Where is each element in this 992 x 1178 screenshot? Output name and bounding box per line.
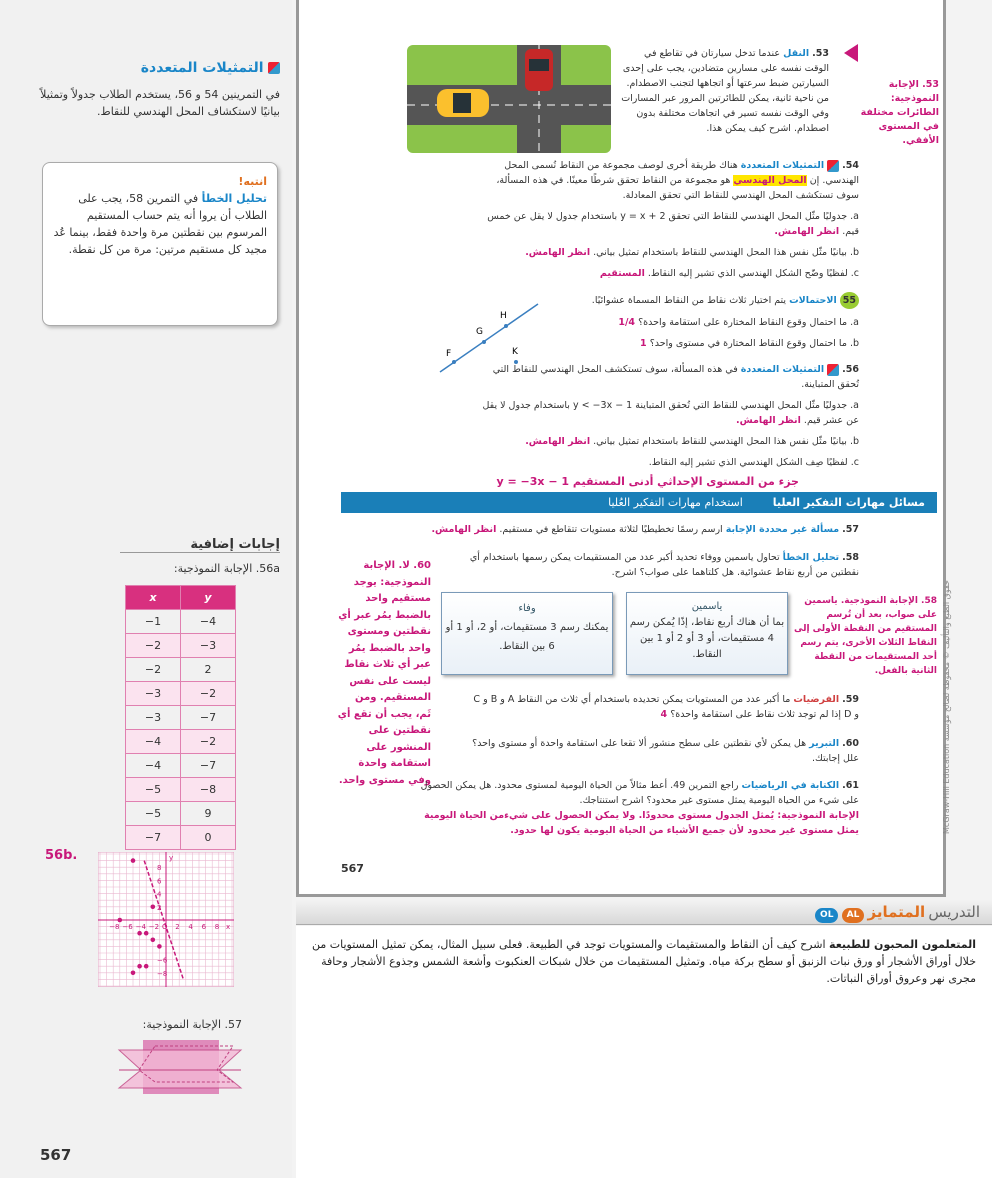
answer-56b-label: 56b.	[45, 848, 78, 863]
multi-rep-heading: التمثيلات المتعددة	[10, 60, 280, 76]
table-row	[126, 706, 236, 730]
point-h-label: H	[500, 311, 507, 321]
table-cell: −7	[126, 826, 181, 850]
x-tick-label: −4	[135, 923, 146, 931]
data-point	[151, 938, 156, 943]
exercise-61: 61. الكتابة في الرياضيات راجع التمرين 49. أعط مثالاً من الحياة اليومية لمستوى محدود. هل يمكن الحصول على شيء من الحياة اليومية يمثل مستوى غير محدود؟ اشرح استنتاجك. الإجابة النموذجية: يُمثل الجدول مستوى محدودًا. ولا يمكن الحصول على شيءمن الحياة اليومية يمثل مستوى غير محدود لأن جميع الأشياء من الحياة اليومية يكون لها حدود.	[420, 780, 859, 836]
table-row	[126, 634, 236, 658]
table-row	[126, 658, 236, 682]
multiple-representations-icon	[268, 62, 280, 74]
answer-60: 60. لا. الإجابة النموذجية: يوجد مستقيم واحد بالضبط يمُر عبر أي نقطتين ومستوى واحد بالضبط يمُر عبر أي ثلاث نقاط ليست على نفس المستقيم. ومن ثَم، يجب أن تقع أي نقطتين على المنشور على استقامة واحدة وفي مستوى واحد.	[337, 560, 431, 786]
multi-rep-text: في التمرينين 54 و 56، يستخدم الطلاب جدولاً وتمثيلاً بيانيًا لاستكشاف المحل الهندسي للنقاط.	[40, 88, 280, 118]
y-tick-label: 6	[157, 877, 162, 886]
exercise-54: 54. التمثيلات المتعددة هناك طريقة أخرى لوصف مجموعة من النقاط تُسمى المحل الهندسي. إن المحل الهندسي هو مجموعة من النقاط تحقق شرطًا معينًا. في هذه المسألة، سوف تستكشف المحل الهندسي للنقاط التي تحقق المعادلة. a. جدوليًا مثّل المحل الهندسي للنقاط التي تحقق y = x + 2 باستخدام جدول لا يقل عن خمس قيم. انظر الهامش. b. بيانيًا مثّل نفس هذا المحل الهندسي للنقاط باستخدام تمثيل بياني. انظر الهامش. c. لفظيًا وضّح الشكل الهندسي الذي تشير إليه النقاط. المستقيم	[487, 160, 859, 279]
table-cell: −4	[126, 754, 181, 778]
exercise-57: 57. مسألة غير محددة الإجابة ارسم رسمًا تخطيطيًا لثلاثة مستويات تتقاطع في مستقيم. انظر الهامش.	[431, 524, 859, 535]
callout-title: انتبه!	[238, 175, 267, 188]
exercise-56: 56. التمثيلات المتعددة في هذه المسألة، سوف تستكشف المحل الهندسي للنقاط التي تُحقق المتباينة. a. جدوليًا مثّل المحل الهندسي للنقاط التي تُحقق المتباينة y < −3x − 1 باستخدام جدول لا يقل عن عشر قيم. انظر الهامش. b. بيانيًا مثّل نفس هذا المحل الهندسي للنقاط باستخدام تمثيل بياني. انظر الهامش. c. لفظيًا صِف الشكل الهندسي الذي تشير إليه النقاط. جزء من المستوى الإحداثي أدنى المستقيم y = −3x − 1	[482, 364, 859, 488]
y-tick-label: 4	[157, 890, 162, 899]
teacher-sidebar	[0, 0, 292, 1178]
x-tick-label: −2	[148, 923, 160, 931]
x-tick-label: −8	[109, 923, 120, 931]
exercise-58: 58. تحليل الخطأ تحاول ياسمين ووفاء تحديد أكبر عدد من المستقيمات يمكن رسمها باستخدام أي نقطتين من أربع نقاط عشوائية. هل كلتاهما على صواب؟ اشرح.	[469, 552, 859, 578]
data-point	[118, 918, 123, 923]
challenge-flag-icon	[844, 44, 858, 62]
table-cell: −2	[126, 634, 181, 658]
answer-58: 58. الإجابة النموذجية. ياسمين على صواب، بعد أن تُرسم المستقيم من النقطة الأولى إلى النقاط الثلاث الأخرى، يتم رسم أحد المستقيمات من النقطة الثانية بالفعل.	[793, 596, 937, 676]
table-row	[126, 682, 236, 706]
highlighted-term: المحل الهندسي	[733, 175, 807, 186]
data-point	[144, 964, 149, 969]
differentiated-instruction-header: التدريس المتمايز AL OL	[296, 899, 992, 925]
nature-learners-paragraph: المتعلمون المحبون للطبيعة اشرح كيف أن النقاط والمستقيمات والمستويات توجد في الطبيعة. فعلى سبيل المثال، يمكن تمثيل المستويات من خلال أوراق الأشجار أو ورق نبات الزنبق أو سطح بركة مياه. وتمثيل المستقيمات من خلال شبكات العنكبوت وأشعة الشمس وجذوع الأشجار وحافة مجرى نهر وعروق أوراق النباتات.	[311, 938, 976, 985]
data-point	[131, 858, 136, 863]
table-cell: −2	[126, 658, 181, 682]
column-header-y: y	[181, 586, 236, 610]
table-cell: 2	[181, 658, 236, 682]
exercise-60: 60. التبرير هل يمكن لأي نقطتين على سطح منشور ألا تقعا على استقامة واحدة أو مستوى واحد؟ علل إجابتك.	[472, 738, 859, 764]
y-tick-label: 8	[157, 864, 162, 873]
table-row	[126, 802, 236, 826]
hots-banner: مسائل مهارات التفكير العليااستخدام مهارات التفكير العُليا	[341, 492, 937, 513]
table-row	[126, 778, 236, 802]
student-page	[296, 0, 946, 897]
y-tick-label: −6	[157, 956, 168, 965]
exercise-53: 53. النقل عندما تدخل سيارتان في تقاطع في الوقت نفسه على مسارين متضادين، يجب على إحدى السيارتين ضبط سرعتها أو اتجاهها لتجنب الاصطدام. من ناحية ثانية، يمكن للطائرتين المرور عبر المسارات وفي الوقت نفسه تسير في اتجاهات مختلفة بدون اصطدام. اشرح كيف يمكن هذا.	[621, 48, 829, 134]
copyright-credit: حقوق الطبع والتأليف © محفوظة لصالح مؤسسة McGraw-Hill Education	[942, 580, 951, 834]
wafaa-answer-box: وفاء يمكنك رسم 3 مستقيمات، أو 2، أو 1 أو 6 بين النقاط.	[441, 592, 613, 675]
data-point	[137, 964, 142, 969]
ol-badge: OL	[815, 908, 838, 923]
table-row	[126, 730, 236, 754]
table-cell: −5	[126, 802, 181, 826]
intersection-cars-image	[407, 45, 611, 153]
yasmin-answer-box: ياسمين بما أن هناك أربع نقاط، إذًا يُمكن رسم 4 مستقيمات، أو 3 أو 2 أو 1 بين النقاط.	[626, 592, 788, 675]
exercise-55: 55 الاحتمالات يتم اختيار ثلاث نقاط من النقاط المسماة عشوائيًا. a. ما احتمال وقوع النقاط المختارة على استقامة واحدة؟ 1/4 b. ما احتمال وقوع النقاط المختارة في مستوى واحد؟ 1	[559, 292, 859, 351]
table-row	[126, 754, 236, 778]
callout-body: تحليل الخطأ في التمرين 58، يجب على الطلاب أن يروا أنه يتم حساب المستقيم المرسوم بين نقطتين مرة واحدة فقط، بينما عُد مجيد كل مستقيم مرتين: مرة من كل نقطة.	[53, 192, 267, 256]
data-point	[144, 931, 149, 936]
table-cell: −4	[181, 610, 236, 634]
point-g-label: G	[476, 327, 483, 337]
three-planes-figure	[115, 1038, 245, 1096]
x-tick-label: 4	[188, 923, 193, 931]
data-point	[137, 931, 142, 936]
table-cell: −2	[181, 730, 236, 754]
x-tick-label: 6	[201, 923, 207, 931]
x-tick-label: 8	[214, 923, 220, 931]
answer-53: 53. الإجابة النموذجية: الطائرات مختلفة في المستوى الأفقي.	[860, 79, 939, 146]
x-tick-label: O	[162, 923, 168, 931]
data-point	[131, 971, 136, 976]
table-cell: −1	[126, 610, 181, 634]
additional-answers-heading: إجابات إضافية	[120, 537, 280, 553]
table-cell: −3	[126, 706, 181, 730]
table-cell: −7	[181, 706, 236, 730]
column-header-x: x	[126, 586, 181, 610]
sidebar-page-number: 567	[40, 1146, 72, 1164]
answer-57-label: 57. الإجابة النموذجية:	[142, 1018, 242, 1031]
table-cell: −3	[126, 682, 181, 706]
x-tick-label: −6	[122, 923, 133, 931]
point-f-label: F	[446, 349, 452, 359]
answer-56a-table	[125, 585, 236, 850]
page-number: 567	[341, 862, 364, 875]
table-cell: −5	[126, 778, 181, 802]
al-badge: AL	[842, 908, 865, 923]
y-axis-label: y	[169, 854, 174, 862]
data-point	[151, 905, 156, 910]
multiple-representations-icon	[827, 160, 839, 172]
table-cell: −8	[181, 778, 236, 802]
table-cell: −7	[181, 754, 236, 778]
answer-56a-label: 56a. الإجابة النموذجية:	[173, 562, 280, 575]
data-point	[157, 944, 162, 949]
y-tick-label: 2	[157, 903, 162, 912]
table-cell: 9	[181, 802, 236, 826]
multiple-representations-icon	[827, 364, 839, 376]
exercise-59: 59. الفرضيات ما أكبر عدد من المستويات يمكن تحديده باستخدام أي ثلاث من النقاط A و B و C و D إذا لم توجد ثلاث نقاط على استقامة واحدة؟ 4	[473, 694, 859, 720]
table-row	[126, 610, 236, 634]
point-k-label: K	[512, 347, 518, 357]
table-cell: −2	[181, 682, 236, 706]
table-cell: −3	[181, 634, 236, 658]
caution-callout	[42, 162, 278, 326]
answer-56b-graph	[98, 852, 234, 987]
table-cell: 0	[181, 826, 236, 850]
table-cell: −4	[126, 730, 181, 754]
y-tick-label: −8	[157, 969, 168, 978]
x-axis-label: x	[226, 923, 231, 931]
table-row	[126, 826, 236, 850]
x-tick-label: 2	[175, 923, 180, 931]
